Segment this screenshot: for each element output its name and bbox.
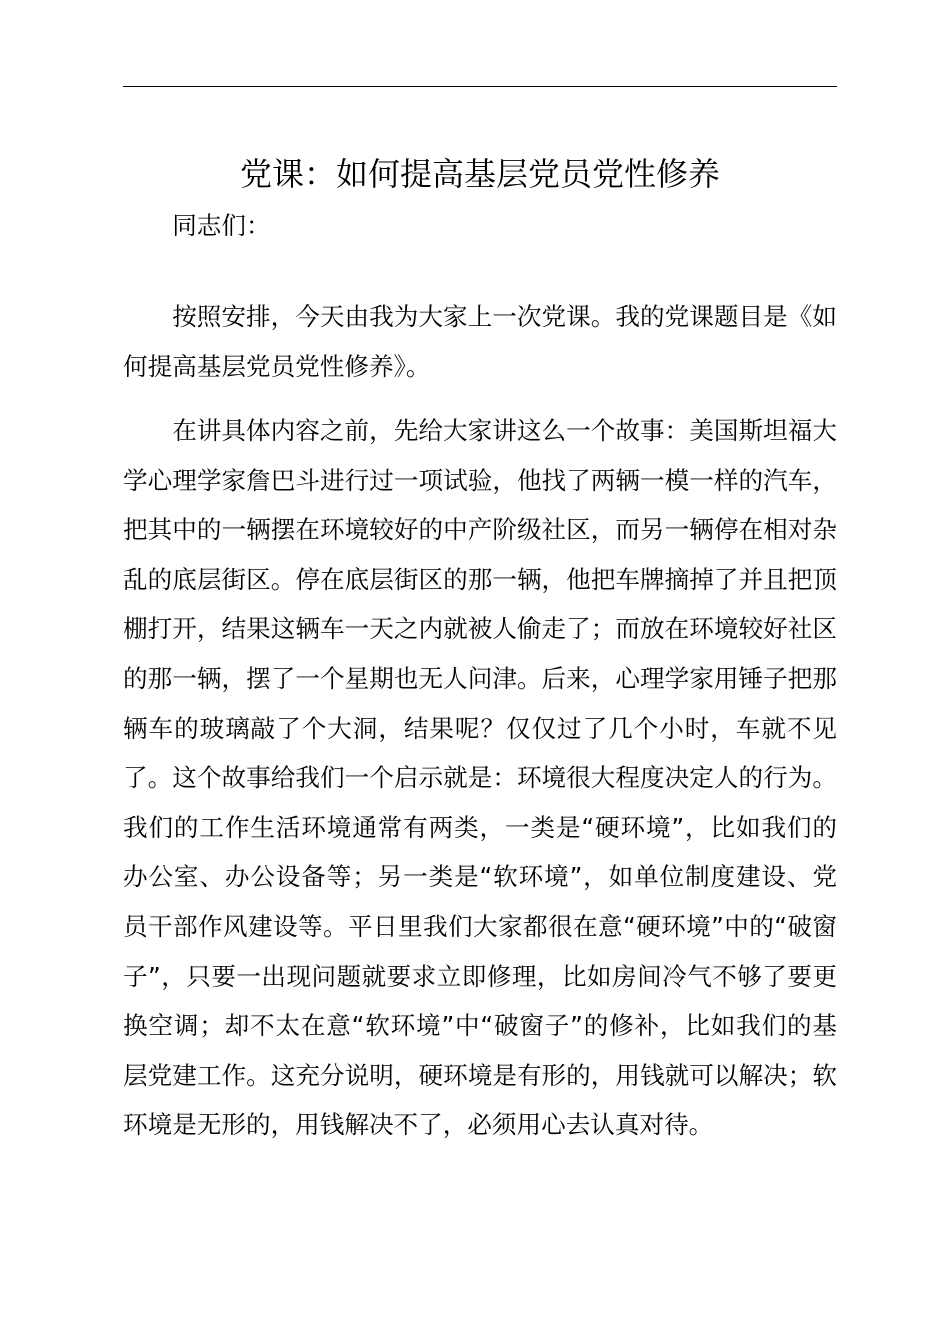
header-rule	[123, 86, 837, 87]
paragraph-story: 在讲具体内容之前，先给大家讲这么一个故事：美国斯坦福大学心理学家詹巴斗进行过一项试验，他找了两辆一模一样的汽车，把其中的一辆摆在环境较好的中产阶级社区，而另一辆停在相对杂乱的底层街区。停在底层街区的那一辆，他把车牌摘掉了并且把顶棚打开，结果这辆车一天之内就被人偷走了；而放在环境较好社区的那一辆，摆了一个星期也无人问津。后来，心理学家用锤子把那辆车的玻璃敲了个大洞，结果呢？仅仅过了几个小时，车就不见了。这个故事给我们一个启示就是：环境很大程度决定人的行为。我们的工作生活环境通常有两类，一类是“硬环境”，比如我们的办公室、办公设备等；另一类是“软环境”，如单位制度建设、党员干部作风建设等。平日里我们大家都很在意“硬环境”中的“破窗子”，只要一出现问题就要求立即修理，比如房间冷气不够了要更换空调；却不太在意“软环境”中“破窗子”的修补，比如我们的基层党建工作。这充分说明，硬环境是有形的，用钱就可以解决；软环境是无形的，用钱解决不了，必须用心去认真对待。	[123, 416, 837, 1140]
salutation: 同志们：	[172, 211, 271, 240]
document-title: 党课：如何提高基层党员党性修养	[239, 155, 720, 193]
paragraph-intro: 按照安排，今天由我为大家上一次党课。我的党课题目是《如何提高基层党员党性修养》。	[123, 302, 837, 381]
